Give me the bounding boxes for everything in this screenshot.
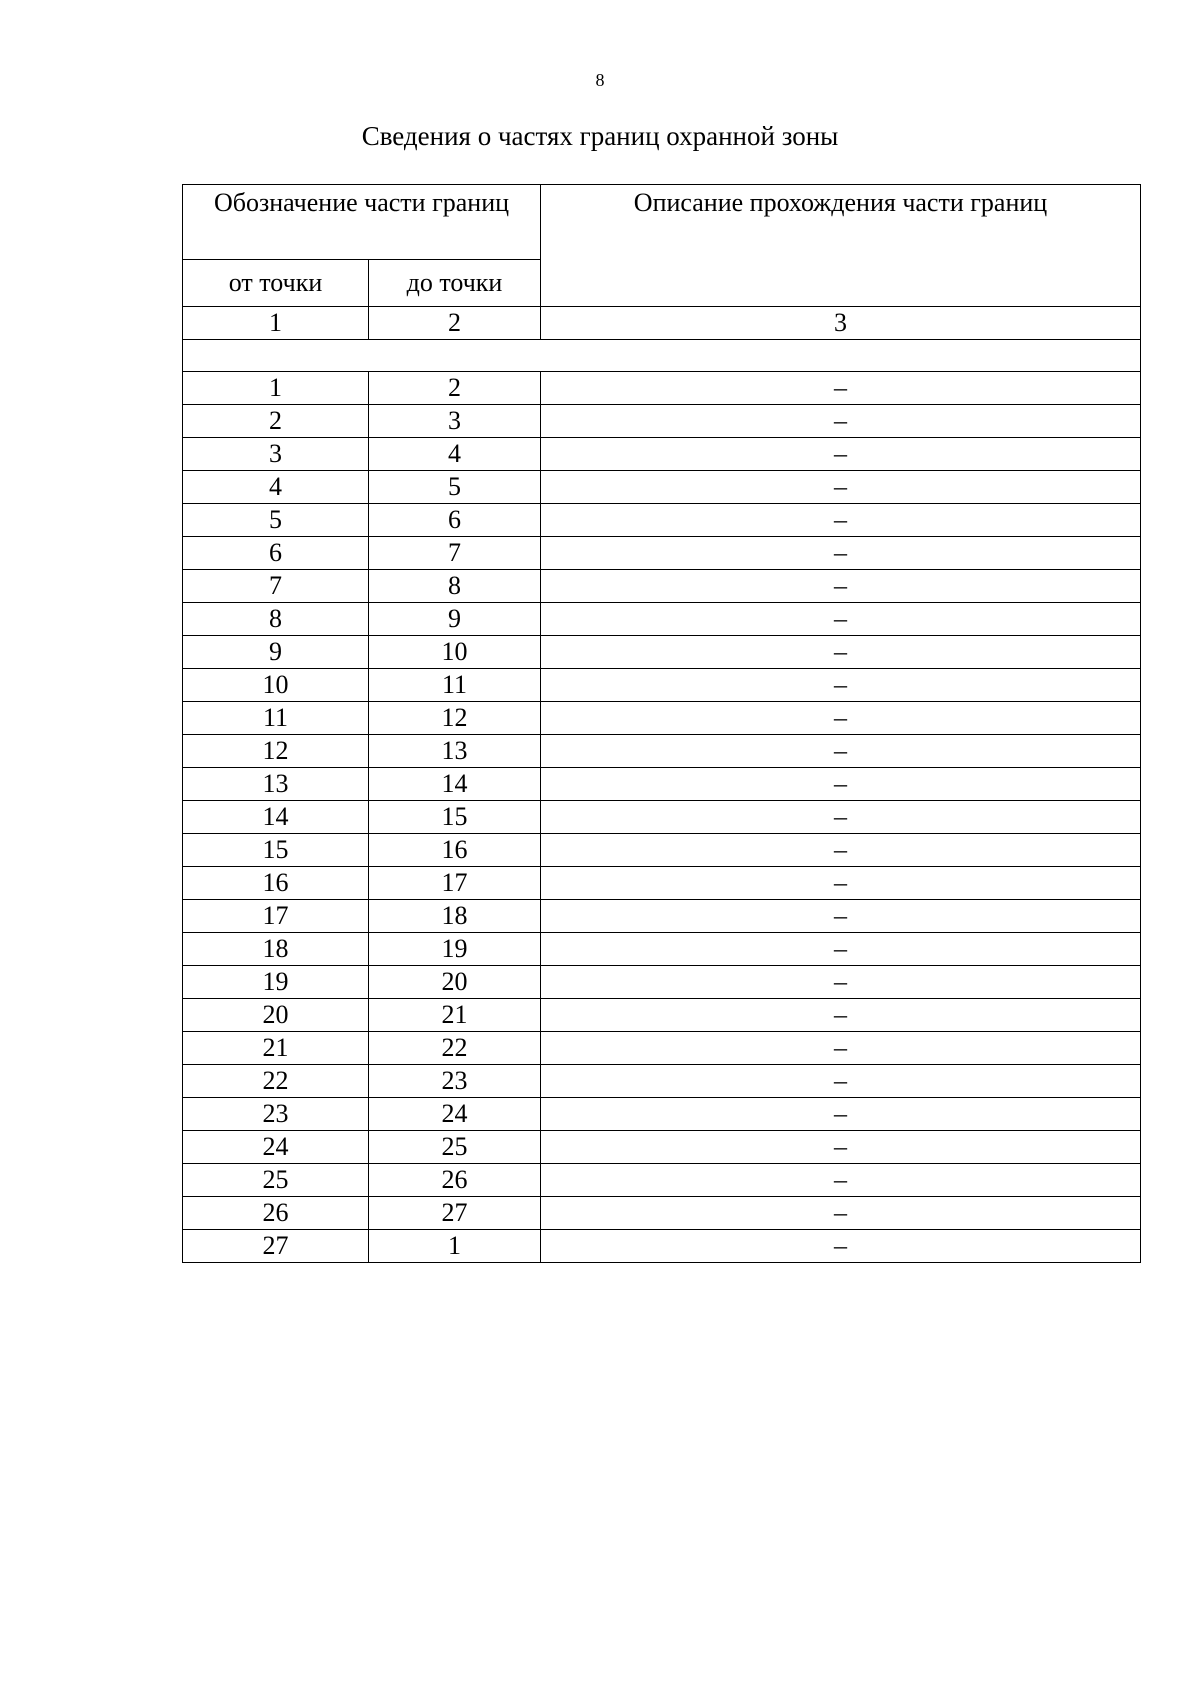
table-row — [183, 504, 1141, 537]
table-row — [183, 1197, 1141, 1230]
page-number: 8 — [595, 70, 605, 90]
boundary-header-table — [182, 184, 1141, 307]
table-row — [183, 801, 1141, 834]
from-point-cell: 14 — [183, 801, 369, 834]
to-point-cell: 12 — [369, 702, 541, 735]
description-cell: – — [541, 1032, 1141, 1065]
to-point-cell: 17 — [369, 867, 541, 900]
table-row — [183, 438, 1141, 471]
description-cell: – — [541, 966, 1141, 999]
to-point-cell: 11 — [369, 669, 541, 702]
description-cell: – — [541, 1131, 1141, 1164]
to-point-cell: 5 — [369, 471, 541, 504]
table-body — [183, 307, 1141, 1263]
blank-row — [183, 340, 1141, 372]
to-point-cell: 13 — [369, 735, 541, 768]
description-cell: – — [541, 669, 1141, 702]
to-point-cell: 3 — [369, 405, 541, 438]
from-point-cell: 17 — [183, 900, 369, 933]
description-cell: – — [541, 702, 1141, 735]
table-row — [183, 570, 1141, 603]
from-point-cell: 9 — [183, 636, 369, 669]
description-cell: – — [541, 801, 1141, 834]
from-point-cell: 18 — [183, 933, 369, 966]
to-point-cell: 15 — [369, 801, 541, 834]
description-cell: – — [541, 933, 1141, 966]
description-cell: – — [541, 834, 1141, 867]
table-row — [183, 537, 1141, 570]
to-point-cell: 27 — [369, 1197, 541, 1230]
description-cell: – — [541, 999, 1141, 1032]
table-row — [183, 900, 1141, 933]
description-cell: – — [541, 438, 1141, 471]
to-point-cell: 24 — [369, 1098, 541, 1131]
from-point-cell: 21 — [183, 1032, 369, 1065]
to-point-cell: 8 — [369, 570, 541, 603]
description-cell: – — [541, 570, 1141, 603]
description-cell: – — [541, 735, 1141, 768]
to-point-cell: 19 — [369, 933, 541, 966]
table-row — [183, 405, 1141, 438]
header-from-label: от точки — [183, 260, 369, 307]
description-cell: – — [541, 1098, 1141, 1131]
to-point-cell: 14 — [369, 768, 541, 801]
description-cell: – — [541, 405, 1141, 438]
to-point-cell: 4 — [369, 438, 541, 471]
from-point-cell: 22 — [183, 1065, 369, 1098]
to-point-cell: 2 — [369, 372, 541, 405]
table-row — [183, 372, 1141, 405]
table-row — [183, 603, 1141, 636]
from-point-cell: 12 — [183, 735, 369, 768]
boundary-parts-table — [182, 306, 1141, 1263]
table-row — [183, 1131, 1141, 1164]
table-row — [183, 1164, 1141, 1197]
document-title: Сведения о частях границ охранной зоны — [361, 121, 839, 151]
to-point-cell: 26 — [369, 1164, 541, 1197]
to-point-cell: 16 — [369, 834, 541, 867]
table-row — [183, 1098, 1141, 1131]
table-row — [183, 669, 1141, 702]
from-point-cell: 3 — [183, 438, 369, 471]
from-point-cell: 11 — [183, 702, 369, 735]
from-point-cell: 25 — [183, 1164, 369, 1197]
to-point-cell: 20 — [369, 966, 541, 999]
from-point-cell: 2 — [183, 405, 369, 438]
to-point-cell: 23 — [369, 1065, 541, 1098]
column-number-cell: 3 — [541, 307, 1141, 340]
to-point-cell: 21 — [369, 999, 541, 1032]
to-point-cell: 6 — [369, 504, 541, 537]
from-point-cell: 15 — [183, 834, 369, 867]
to-point-cell: 25 — [369, 1131, 541, 1164]
table-row — [183, 735, 1141, 768]
from-point-cell: 10 — [183, 669, 369, 702]
from-point-cell: 4 — [183, 471, 369, 504]
description-cell: – — [541, 471, 1141, 504]
description-cell: – — [541, 1230, 1141, 1263]
from-point-cell: 16 — [183, 867, 369, 900]
header-description-label: Описание прохождения части границ — [541, 185, 1141, 307]
description-cell: – — [541, 636, 1141, 669]
column-number-cell: 2 — [369, 307, 541, 340]
header-group-label: Обозначение части границ — [183, 185, 541, 260]
description-cell: – — [541, 900, 1141, 933]
description-cell: – — [541, 1197, 1141, 1230]
table-row — [183, 1032, 1141, 1065]
blank-cell — [183, 340, 1141, 372]
from-point-cell: 27 — [183, 1230, 369, 1263]
from-point-cell: 1 — [183, 372, 369, 405]
description-cell: – — [541, 1065, 1141, 1098]
table-row — [183, 834, 1141, 867]
description-cell: – — [541, 603, 1141, 636]
description-cell: – — [541, 1164, 1141, 1197]
from-point-cell: 6 — [183, 537, 369, 570]
table-row — [183, 768, 1141, 801]
from-point-cell: 13 — [183, 768, 369, 801]
from-point-cell: 20 — [183, 999, 369, 1032]
to-point-cell: 9 — [369, 603, 541, 636]
table-row — [183, 933, 1141, 966]
description-cell: – — [541, 537, 1141, 570]
description-cell: – — [541, 504, 1141, 537]
table-row — [183, 1230, 1141, 1263]
description-cell: – — [541, 372, 1141, 405]
from-point-cell: 19 — [183, 966, 369, 999]
table-row — [183, 702, 1141, 735]
from-point-cell: 24 — [183, 1131, 369, 1164]
to-point-cell: 10 — [369, 636, 541, 669]
column-number-cell: 1 — [183, 307, 369, 340]
to-point-cell: 1 — [369, 1230, 541, 1263]
table-row — [183, 867, 1141, 900]
description-cell: – — [541, 867, 1141, 900]
to-point-cell: 7 — [369, 537, 541, 570]
table-row — [183, 999, 1141, 1032]
from-point-cell: 5 — [183, 504, 369, 537]
table-row — [183, 1065, 1141, 1098]
from-point-cell: 26 — [183, 1197, 369, 1230]
description-cell: – — [541, 768, 1141, 801]
table-row — [183, 471, 1141, 504]
from-point-cell: 8 — [183, 603, 369, 636]
to-point-cell: 22 — [369, 1032, 541, 1065]
table-row — [183, 636, 1141, 669]
table-row — [183, 966, 1141, 999]
column-number-row — [183, 307, 1141, 340]
header-to-label: до точки — [369, 260, 541, 307]
to-point-cell: 18 — [369, 900, 541, 933]
from-point-cell: 23 — [183, 1098, 369, 1131]
from-point-cell: 7 — [183, 570, 369, 603]
